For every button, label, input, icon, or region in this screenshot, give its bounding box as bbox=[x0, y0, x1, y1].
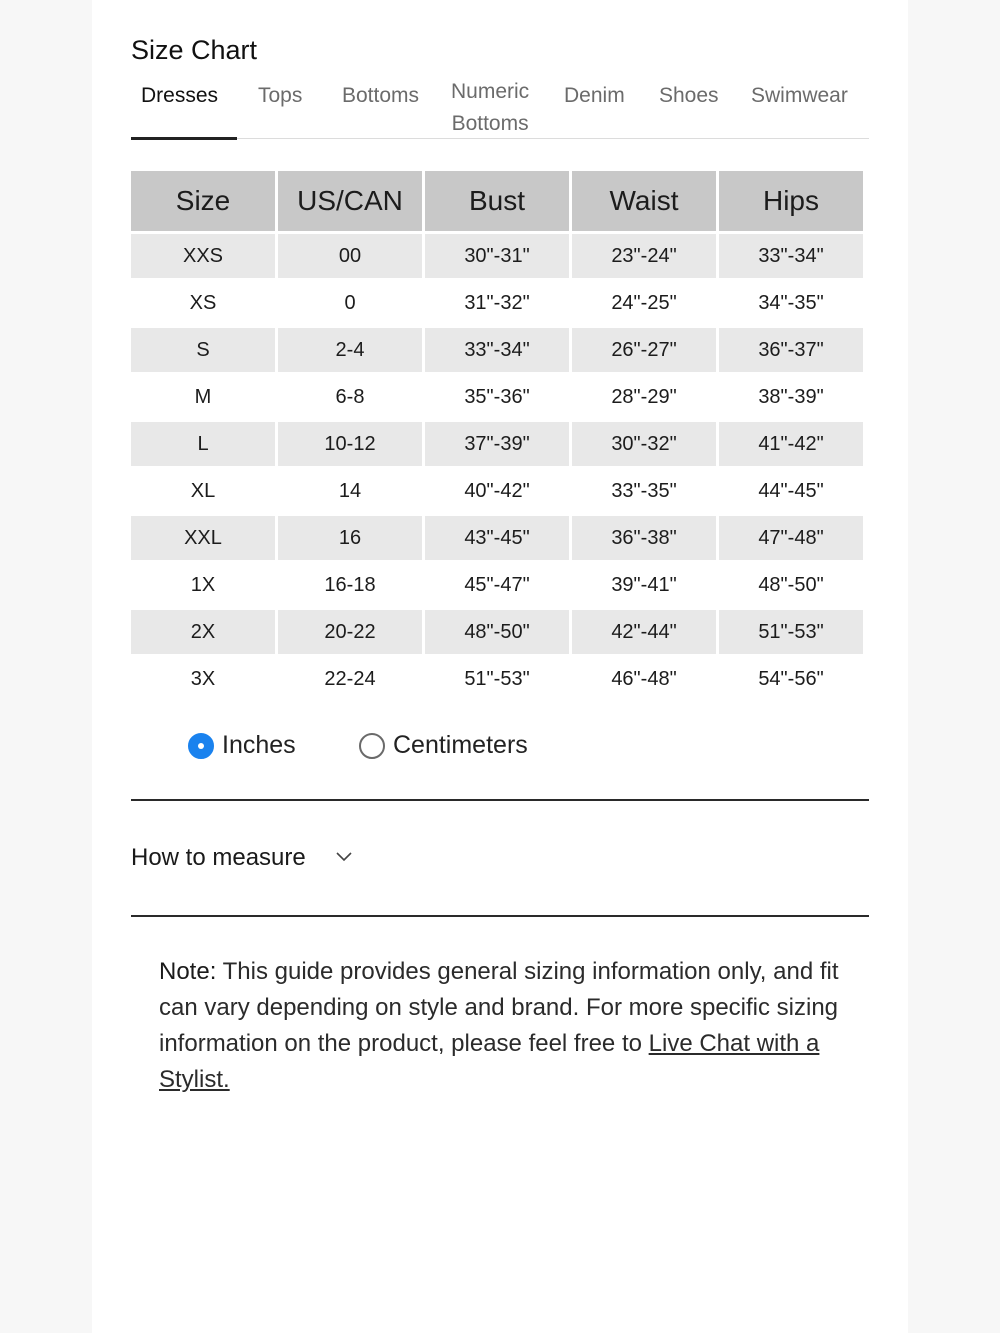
unit-toggle bbox=[0, 731, 1000, 771]
how-to-measure-toggle[interactable] bbox=[131, 838, 869, 878]
cell-size: S bbox=[131, 325, 275, 372]
cell-hips: 36"-37" bbox=[719, 325, 863, 372]
tab-shoes[interactable]: Shoes bbox=[659, 84, 719, 107]
cell-bust: 37"-39" bbox=[425, 419, 569, 466]
divider-bottom bbox=[131, 915, 869, 917]
unit-centimeters-option[interactable] bbox=[359, 731, 528, 760]
tab-swimwear[interactable]: Swimwear bbox=[751, 84, 848, 107]
table-row bbox=[131, 560, 863, 607]
cell-us-can: 14 bbox=[278, 466, 422, 513]
cell-size: XXS bbox=[131, 231, 275, 278]
divider-top bbox=[131, 799, 869, 801]
tab-dresses[interactable]: Dresses bbox=[141, 84, 219, 107]
cell-hips: 54"-56" bbox=[719, 654, 863, 701]
cell-size: 2X bbox=[131, 607, 275, 654]
cell-waist: 39"-41" bbox=[572, 560, 716, 607]
live-chat-link[interactable]: Live Chat with a Stylist. bbox=[159, 1030, 820, 1093]
cell-bust: 51"-53" bbox=[425, 654, 569, 701]
cell-hips: 47"-48" bbox=[719, 513, 863, 560]
cell-us-can: 22-24 bbox=[278, 654, 422, 701]
note-label: Note: bbox=[159, 958, 217, 985]
page-title: Size Chart bbox=[131, 35, 258, 65]
radio-selected-icon[interactable] bbox=[188, 733, 214, 759]
cell-size: M bbox=[131, 372, 275, 419]
table-row bbox=[131, 278, 863, 325]
cell-hips: 48"-50" bbox=[719, 560, 863, 607]
table-row bbox=[131, 466, 863, 513]
table-header-row bbox=[131, 169, 863, 231]
header-size: Size bbox=[131, 169, 275, 231]
radio-unselected-icon[interactable] bbox=[359, 733, 385, 759]
cell-bust: 35"-36" bbox=[425, 372, 569, 419]
cell-hips: 38"-39" bbox=[719, 372, 863, 419]
cell-bust: 30"-31" bbox=[425, 231, 569, 278]
cell-us-can: 0 bbox=[278, 278, 422, 325]
table-row bbox=[131, 231, 863, 278]
note-text: This guide provides general sizing information only, and fit can vary depending on style and brand. For more specific sizing information on the product, please feel free to bbox=[159, 958, 839, 1057]
cell-bust: 33"-34" bbox=[425, 325, 569, 372]
table-row bbox=[131, 419, 863, 466]
cell-waist: 24"-25" bbox=[572, 278, 716, 325]
cell-bust: 45"-47" bbox=[425, 560, 569, 607]
tab-numeric-bottoms-line2: Bottoms bbox=[451, 112, 529, 135]
cell-hips: 51"-53" bbox=[719, 607, 863, 654]
header-us-can: US/CAN bbox=[278, 169, 422, 231]
table-row bbox=[131, 372, 863, 419]
cell-waist: 23"-24" bbox=[572, 231, 716, 278]
tab-numeric-bottoms-line1: Numeric bbox=[451, 80, 530, 103]
cell-size: L bbox=[131, 419, 275, 466]
chevron-down-icon bbox=[336, 849, 352, 867]
active-tab-indicator bbox=[131, 137, 237, 140]
cell-size: XL bbox=[131, 466, 275, 513]
cell-waist: 33"-35" bbox=[572, 466, 716, 513]
cell-hips: 44"-45" bbox=[719, 466, 863, 513]
cell-size: 3X bbox=[131, 654, 275, 701]
table-body bbox=[131, 231, 863, 701]
cell-size: 1X bbox=[131, 560, 275, 607]
unit-inches-label: Inches bbox=[222, 731, 296, 759]
cell-us-can: 6-8 bbox=[278, 372, 422, 419]
tab-numeric-bottoms[interactable] bbox=[451, 76, 529, 140]
cell-bust: 31"-32" bbox=[425, 278, 569, 325]
cell-us-can: 16-18 bbox=[278, 560, 422, 607]
header-waist: Waist bbox=[572, 169, 716, 231]
header-hips: Hips bbox=[719, 169, 863, 231]
cell-waist: 30"-32" bbox=[572, 419, 716, 466]
cell-waist: 28"-29" bbox=[572, 372, 716, 419]
unit-inches-option[interactable] bbox=[188, 731, 296, 760]
size-table bbox=[128, 169, 866, 701]
category-tabs bbox=[131, 76, 869, 142]
table-row bbox=[131, 513, 863, 560]
cell-hips: 41"-42" bbox=[719, 419, 863, 466]
tab-denim[interactable]: Denim bbox=[564, 84, 625, 107]
tab-tops[interactable]: Tops bbox=[258, 84, 303, 107]
cell-us-can: 2-4 bbox=[278, 325, 422, 372]
cell-us-can: 00 bbox=[278, 231, 422, 278]
cell-bust: 48"-50" bbox=[425, 607, 569, 654]
table-row bbox=[131, 607, 863, 654]
cell-hips: 33"-34" bbox=[719, 231, 863, 278]
cell-waist: 26"-27" bbox=[572, 325, 716, 372]
unit-centimeters-label: Centimeters bbox=[393, 731, 528, 759]
cell-size: XXL bbox=[131, 513, 275, 560]
table-row bbox=[131, 325, 863, 372]
cell-waist: 36"-38" bbox=[572, 513, 716, 560]
cell-us-can: 20-22 bbox=[278, 607, 422, 654]
table-row bbox=[131, 654, 863, 701]
cell-waist: 42"-44" bbox=[572, 607, 716, 654]
tab-bottoms[interactable]: Bottoms bbox=[342, 84, 420, 107]
cell-waist: 46"-48" bbox=[572, 654, 716, 701]
cell-hips: 34"-35" bbox=[719, 278, 863, 325]
cell-bust: 40"-42" bbox=[425, 466, 569, 513]
cell-us-can: 10-12 bbox=[278, 419, 422, 466]
cell-size: XS bbox=[131, 278, 275, 325]
header-bust: Bust bbox=[425, 169, 569, 231]
cell-bust: 43"-45" bbox=[425, 513, 569, 560]
how-to-measure-label: How to measure bbox=[131, 844, 306, 871]
cell-us-can: 16 bbox=[278, 513, 422, 560]
sizing-note bbox=[159, 954, 849, 1098]
